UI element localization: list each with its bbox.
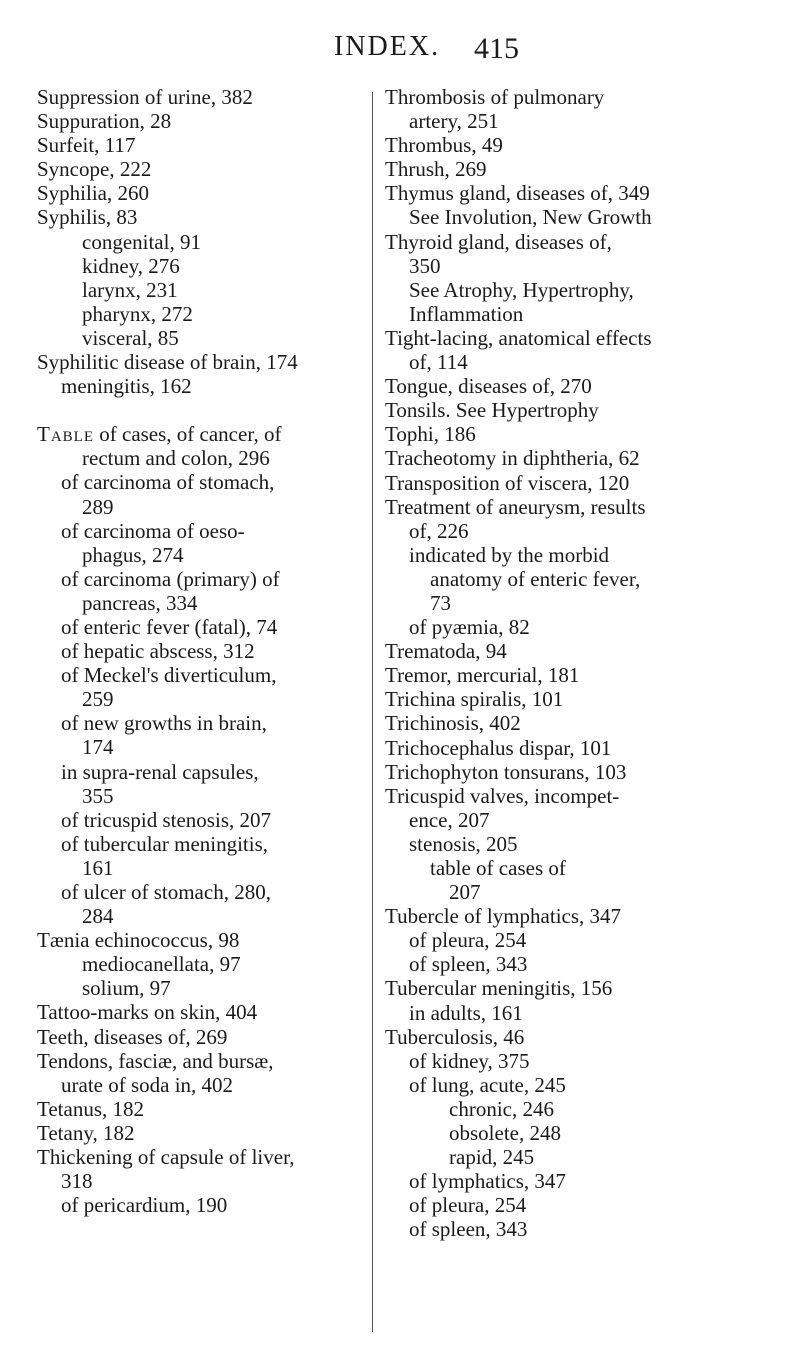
- index-subentry: anatomy of enteric fever,: [430, 566, 641, 591]
- index-subentry: indicated by the morbid: [409, 542, 610, 567]
- index-entry: Tattoo-marks on skin, 404: [37, 1000, 258, 1025]
- index-entry: Thrombus, 49: [385, 133, 503, 158]
- index-entry: Syphilitic disease of brain, 174: [37, 350, 298, 375]
- index-entry: Tubercular meningitis, 156: [385, 976, 613, 1001]
- index-subentry: See Atrophy, Hypertrophy,: [409, 277, 634, 302]
- index-subentry: 259: [82, 687, 114, 712]
- index-subentry: table of cases of: [430, 856, 566, 880]
- index-entry: Tongue, diseases of, 270: [385, 374, 592, 399]
- index-subentry: urate of soda in, 402: [61, 1072, 234, 1097]
- index-subentry: of Meckel's diverticulum,: [61, 663, 277, 688]
- running-head: [0, 30, 800, 70]
- index-subentry: artery, 251: [409, 109, 499, 134]
- index-entry: Treatment of aneurysm, results: [385, 494, 646, 519]
- index-subentry: of, 114: [409, 350, 468, 375]
- index-subentry: 161: [82, 855, 114, 880]
- index-subentry: of lymphatics, 347: [409, 1169, 566, 1194]
- index-entry: Tight-lacing, anatomical effects: [385, 325, 652, 350]
- index-subentry: visceral, 85: [82, 325, 179, 350]
- index-subentry: of carcinoma (primary) of: [61, 566, 280, 591]
- index-subentry: of pyæmia, 82: [409, 615, 530, 640]
- index-subentry: in adults, 161: [409, 1000, 523, 1025]
- index-entry: Tænia echinococcus, 98: [37, 928, 240, 953]
- column-divider: [372, 92, 373, 1332]
- index-subentry: pharynx, 272: [82, 301, 193, 326]
- index-subentry: stenosis, 205: [409, 831, 518, 856]
- index-entry: Trichophyton tonsurans, 103: [385, 759, 627, 784]
- index-subentry: larynx, 231: [82, 277, 178, 302]
- index-entry: Thymus gland, diseases of, 349: [385, 181, 650, 206]
- index-entry: Tonsils. See Hypertrophy: [385, 398, 599, 423]
- index-entry: Transposition of viscera, 120: [385, 470, 630, 495]
- index-entry: Thrush, 269: [385, 157, 487, 182]
- index-subentry: of carcinoma of oeso-: [61, 518, 245, 543]
- index-entry: Thrombosis of pulmonary: [385, 85, 605, 109]
- index-subentry: phagus, 274: [82, 542, 184, 567]
- index-subentry: of pericardium, 190: [61, 1193, 228, 1218]
- index-subentry: 355: [82, 783, 114, 808]
- index-entry: Thyroid gland, diseases of,: [385, 229, 612, 254]
- index-subentry: solium, 97: [82, 976, 171, 1001]
- index-entry: Syncope, 222: [37, 157, 152, 182]
- index-subentry: of carcinoma of stomach,: [61, 470, 275, 495]
- index-subentry: of ulcer of stomach, 280,: [61, 880, 271, 904]
- index-spacer: [37, 398, 369, 422]
- index-entry: Tracheotomy in diphtheria, 62: [385, 446, 640, 471]
- index-entry: Thickening of capsule of liver,: [37, 1145, 295, 1170]
- index-entry: Tophi, 186: [385, 422, 476, 447]
- index-entry: Trichocephalus dispar, 101: [385, 735, 612, 760]
- index-subentry: of tubercular meningitis,: [61, 831, 269, 856]
- index-entry: Suppuration, 28: [37, 109, 172, 134]
- index-subentry: of tricuspid stenosis, 207: [61, 807, 271, 832]
- index-subentry: of pleura, 254: [409, 928, 527, 953]
- index-entry-text: of cases, of cancer, of: [94, 422, 282, 447]
- index-subentry: of, 226: [409, 518, 469, 543]
- index-entry: Teeth, diseases of, 269: [37, 1024, 228, 1049]
- index-subentry: kidney, 276: [82, 253, 180, 278]
- index-subentry: Inflammation: [409, 301, 524, 326]
- index-entry: Trichina spiralis, 101: [385, 687, 564, 712]
- index-subentry: congenital, 91: [82, 229, 201, 254]
- index-entry: Syphilia, 260: [37, 181, 150, 206]
- index-column-right: [385, 85, 780, 1242]
- index-entry: Tetanus, 182: [37, 1096, 145, 1121]
- index-subentry: rapid, 245: [449, 1145, 535, 1170]
- index-subentry: 318: [61, 1169, 93, 1194]
- index-entry: [37, 422, 369, 446]
- index-subentry: of lung, acute, 245: [409, 1072, 566, 1097]
- index-subentry: in supra-renal capsules,: [61, 759, 259, 784]
- index-subentry: of pleura, 254: [409, 1193, 527, 1218]
- index-entry: Trichinosis, 402: [385, 711, 521, 736]
- index-subentry: of enteric fever (fatal), 74: [61, 614, 278, 639]
- index-subentry: 207: [449, 880, 481, 905]
- index-subentry: chronic, 246: [449, 1096, 554, 1121]
- index-column-left: [37, 85, 369, 1217]
- index-subentry: 73: [430, 590, 451, 615]
- index-subentry: ence, 207: [409, 807, 490, 832]
- index-subentry: 174: [82, 735, 114, 760]
- index-entry: Suppression of urine, 382: [37, 85, 253, 109]
- index-subentry: of kidney, 375: [409, 1048, 530, 1073]
- index-entry: Tuberculosis, 46: [385, 1024, 525, 1049]
- index-entry: Tricuspid valves, incompet-: [385, 783, 620, 808]
- index-subentry: pancreas, 334: [82, 590, 198, 615]
- index-subentry: mediocanellata, 97: [82, 952, 241, 977]
- index-entry-lead: Table: [37, 422, 94, 447]
- index-subentry: of spleen, 343: [409, 1217, 528, 1242]
- index-subentry: 289: [82, 494, 114, 519]
- index-subentry: 284: [82, 904, 114, 929]
- index-subentry: 350: [409, 253, 441, 278]
- index-subentry: See Involution, New Growth: [409, 205, 652, 230]
- index-subentry: of new growths in brain,: [61, 711, 267, 736]
- index-entry: Syphilis, 83: [37, 205, 138, 230]
- index-subentry: meningitis, 162: [61, 374, 192, 399]
- page-title: INDEX.: [334, 31, 441, 62]
- index-entry: Trematoda, 94: [385, 639, 507, 664]
- index-entry: Tetany, 182: [37, 1120, 135, 1145]
- index-entry: Tubercle of lymphatics, 347: [385, 904, 622, 929]
- index-subentry: obsolete, 248: [449, 1121, 561, 1146]
- page-number: 415: [474, 32, 519, 65]
- index-subentry: rectum and colon, 296: [82, 446, 270, 471]
- index-subentry: of spleen, 343: [409, 952, 528, 977]
- index-entry: Tendons, fasciæ, and bursæ,: [37, 1048, 274, 1073]
- index-entry: Surfeit, 117: [37, 133, 136, 158]
- index-entry: Tremor, mercurial, 181: [385, 663, 580, 688]
- index-subentry: of hepatic abscess, 312: [61, 639, 255, 664]
